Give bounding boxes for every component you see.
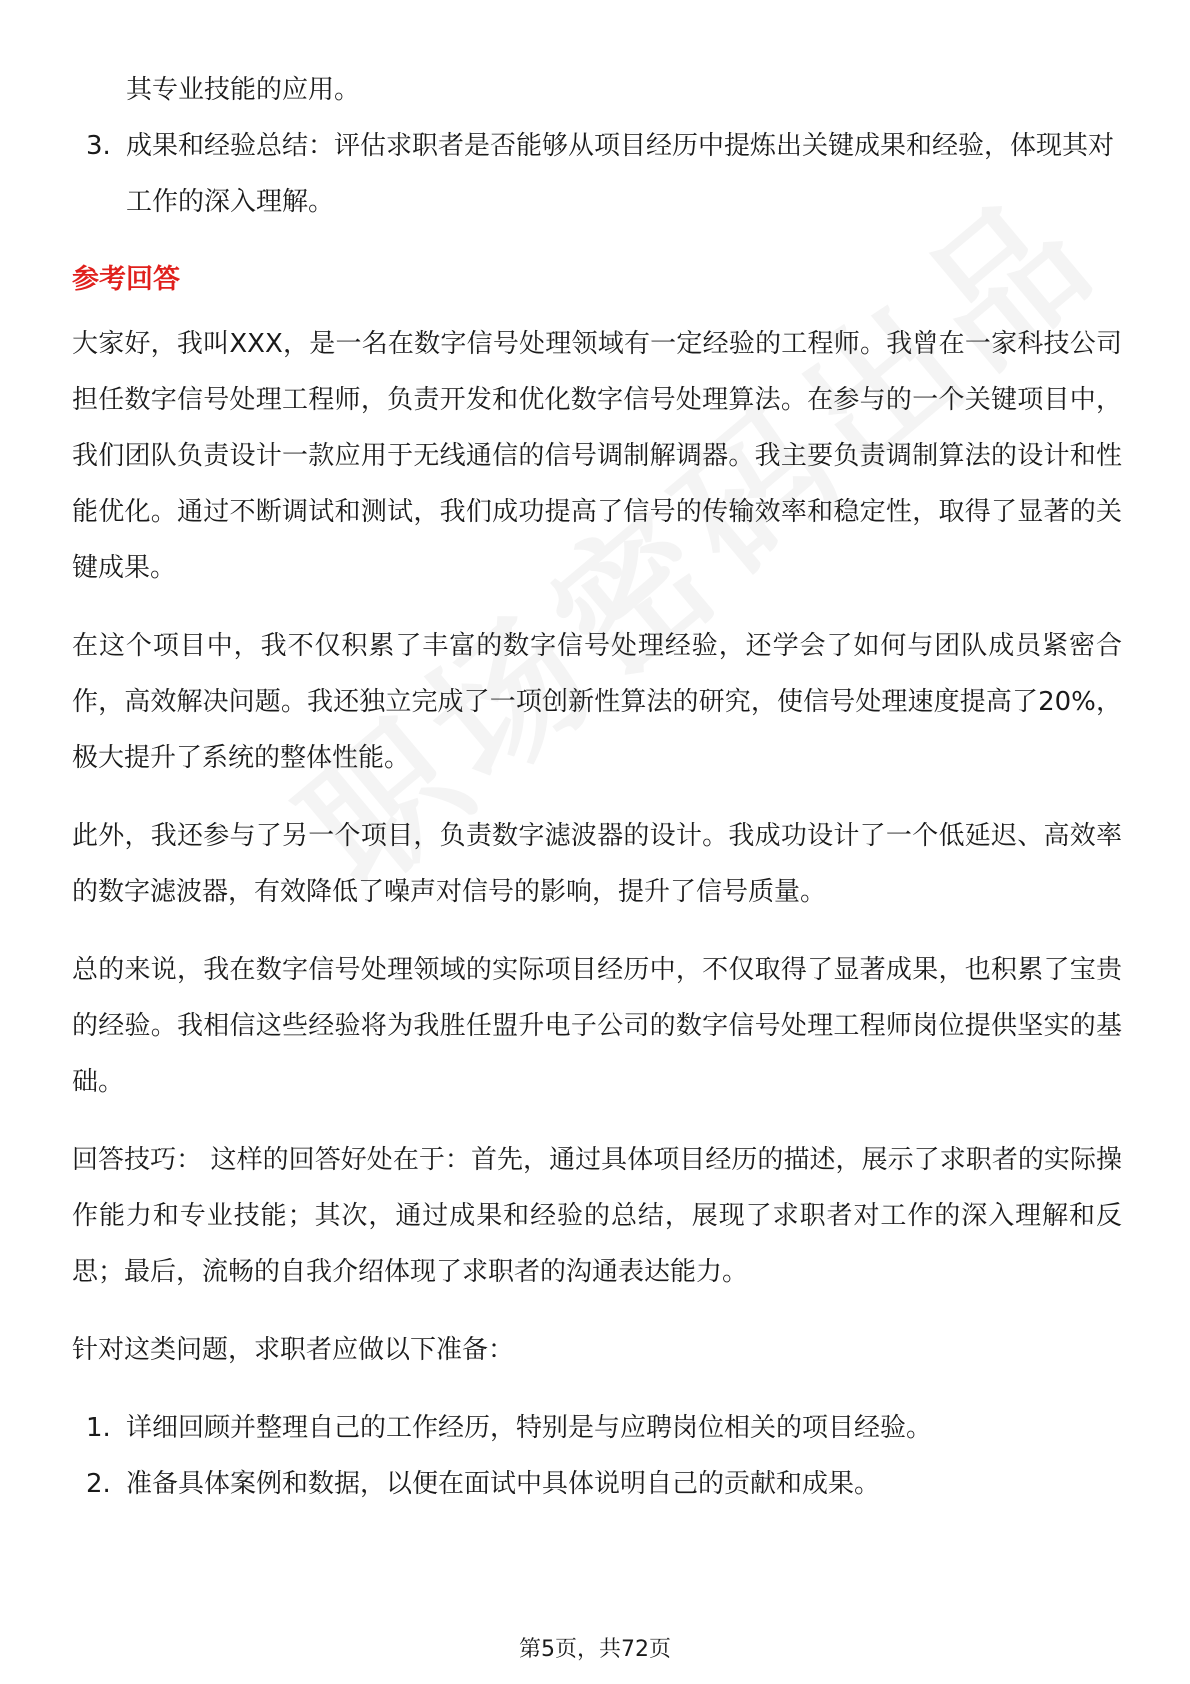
list-number: 2.	[86, 1469, 111, 1499]
tips-paragraph: 回答技巧： 这样的回答好处在于：首先，通过具体项目经历的描述，展示了求职者的实际操作能力和专业技能；其次，通过成果和经验的总结，展现了求职者对工作的深入理解和反思；最后，流畅的自我介绍体现了求职者的沟通表达能力。	[72, 1145, 1122, 1287]
answer-paragraph-4: 总的来说，我在数字信号处理领域的实际项目经历中，不仅取得了显著成果，也积累了宝贵的经验。我相信这些经验将为我胜任盟升电子公司的数字信号处理工程师岗位提供坚实的基础。	[72, 955, 1122, 1097]
section-title: 参考回答	[72, 264, 180, 295]
criteria-list-item-3	[72, 118, 1122, 230]
list-number: 1.	[86, 1413, 111, 1443]
page-footer: 第5页，共72页	[519, 1637, 671, 1662]
list-number: 3.	[86, 131, 111, 161]
answer-paragraph-1: 大家好，我叫XXX，是一名在数字信号处理领域有一定经验的工程师。我曾在一家科技公司担任数字信号处理工程师，负责开发和优化数字信号处理算法。在参与的一个关键项目中，我们团队负责设计一款应用于无线通信的信号调制解调器。我主要负责调制算法的设计和性能优化。通过不断调试和测试，我们成功提高了信号的传输效率和稳定性，取得了显著的关键成果。	[72, 329, 1122, 583]
prep-list-item-1	[72, 1400, 1122, 1456]
prep-list	[72, 1400, 1122, 1512]
list-item-continuation: 其专业技能的应用。	[126, 75, 361, 105]
document-body	[72, 62, 1122, 1512]
answer-paragraph-2: 在这个项目中，我不仅积累了丰富的数字信号处理经验，还学会了如何与团队成员紧密合作，高效解决问题。我还独立完成了一项创新性算法的研究，使信号处理速度提高了20%，极大提升了系统的整体性能。	[72, 631, 1122, 773]
list-text: 详细回顾并整理自己的工作经历，特别是与应聘岗位相关的项目经验。	[126, 1413, 933, 1443]
prep-list-item-2	[72, 1456, 1122, 1512]
prep-intro-paragraph: 针对这类问题，求职者应做以下准备：	[72, 1335, 515, 1365]
list-text: 成果和经验总结：评估求职者是否能够从项目经历中提炼出关键成果和经验，体现其对工作的深入理解。	[126, 131, 1115, 217]
list-text: 准备具体案例和数据，以便在面试中具体说明自己的贡献和成果。	[126, 1469, 881, 1499]
answer-paragraph-3: 此外，我还参与了另一个项目，负责数字滤波器的设计。我成功设计了一个低延迟、高效率的数字滤波器，有效降低了噪声对信号的影响，提升了信号质量。	[72, 821, 1122, 907]
